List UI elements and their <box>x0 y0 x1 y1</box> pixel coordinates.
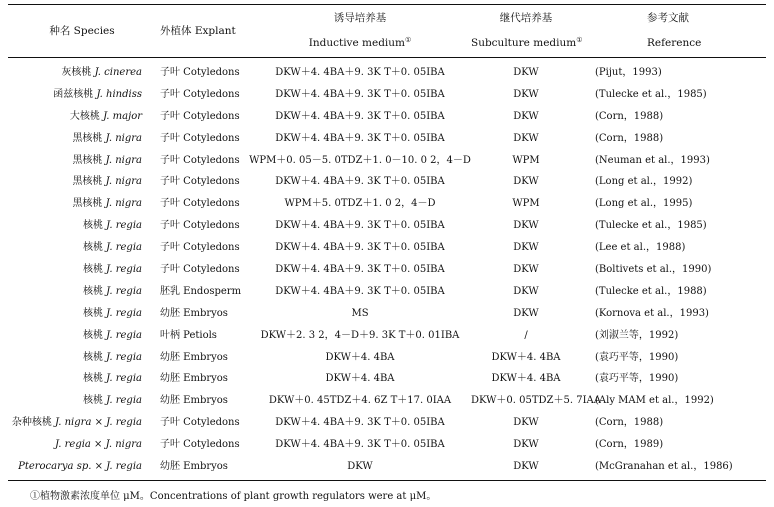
footnote-mark: ① <box>576 36 583 45</box>
subculture-medium-cell: DKW＋0. 05TDZ＋5. 7IAA <box>471 395 601 407</box>
explant-cell: 子叶 Cotyledons <box>160 198 240 210</box>
table-row <box>8 150 766 172</box>
subculture-medium-cell: DKW <box>513 417 539 429</box>
explant-cell: 幼胚 Embryos <box>160 351 228 363</box>
species-scientific: J. nigra <box>105 132 142 144</box>
species-cn: 函兹核桃 <box>53 88 94 100</box>
species-cn: 核桃 <box>82 220 103 232</box>
explant-cell: 子叶 Cotyledons <box>160 417 240 429</box>
species-cell <box>8 347 156 369</box>
inductive-medium-cell: DKW＋4. 4BA＋9. 3K T＋0. 05IBA <box>275 220 445 232</box>
inductive-medium-cell: WPM＋0. 05－5. 0TDZ＋1. 0－10. 0 2，4－D <box>249 154 471 166</box>
species-scientific: J. nigra <box>105 154 142 166</box>
table-row <box>8 84 766 106</box>
subculture-medium-cell: DKW <box>513 66 539 78</box>
explant-cell: 幼胚 Embryos <box>160 373 228 385</box>
header-inductive-en <box>249 31 471 56</box>
reference-cell: (Kornova et al.，1993) <box>595 307 709 319</box>
subculture-medium-cell: WPM <box>512 198 540 210</box>
species-cn: 核桃 <box>82 329 103 341</box>
subculture-medium-cell: WPM <box>512 154 540 166</box>
reference-cell: (Corn，1988) <box>595 132 664 144</box>
explant-cell: 胚乳 Endosperm <box>160 285 242 297</box>
inductive-medium-cell: DKW＋4. 4BA <box>325 351 395 363</box>
subculture-medium-cell: DKW <box>513 220 539 232</box>
species-cn: 杂种核桃 <box>11 417 52 429</box>
reference-cell: (Tulecke et al.，1985) <box>595 220 707 232</box>
species-scientific: J. nigra <box>105 176 142 188</box>
species-scientific: J. regia <box>106 220 142 232</box>
species-cn: 灰核桃 <box>61 66 92 78</box>
subculture-medium-cell: DKW <box>513 110 539 122</box>
reference-cell: (Neuman et al.，1993) <box>595 154 710 166</box>
reference-cell: (McGranahan et al.，1986) <box>595 460 733 472</box>
inductive-medium-cell: DKW＋4. 4BA <box>325 373 395 385</box>
subculture-medium-cell: DKW <box>513 242 539 254</box>
species-cell <box>8 368 156 390</box>
species-cn: 核桃 <box>82 263 103 275</box>
inductive-medium-cell: DKW <box>347 460 373 472</box>
header-subculture-en-text: Subculture medium <box>471 37 577 50</box>
inductive-medium-cell: DKW＋4. 4BA＋9. 3K T＋0. 05IBA <box>275 285 445 297</box>
table-rows <box>8 62 766 478</box>
species-cell <box>8 150 156 172</box>
inductive-medium-cell: DKW＋0. 45TDZ＋4. 6Z T＋17. 0IAA <box>268 395 452 407</box>
table-row <box>8 215 766 237</box>
explant-cell: 幼胚 Embryos <box>160 395 228 407</box>
bottom-rule <box>8 480 766 481</box>
reference-cell: (Tulecke et al.，1988) <box>595 285 707 297</box>
species-cn: 核桃 <box>82 307 103 319</box>
explant-cell: 叶柄 Petiols <box>160 329 217 341</box>
subculture-medium-cell: DKW＋4. 4BA <box>491 373 561 385</box>
species-scientific: J. regia <box>106 263 142 275</box>
species-cell <box>8 281 156 303</box>
table-row <box>8 128 766 150</box>
header-inductive-en-text: Inductive medium <box>308 37 406 50</box>
species-cn: 核桃 <box>82 242 103 254</box>
inductive-medium-cell: MS <box>351 307 369 319</box>
table-row <box>8 303 766 325</box>
table-row <box>8 325 766 347</box>
inductive-medium-cell: DKW＋4. 4BA＋9. 3K T＋0. 05IBA <box>275 88 445 100</box>
table-row <box>8 171 766 193</box>
explant-cell: 幼胚 Embryos <box>160 460 228 472</box>
explant-cell: 子叶 Cotyledons <box>160 242 240 254</box>
inductive-medium-cell: DKW＋4. 4BA＋9. 3K T＋0. 05IBA <box>275 176 445 188</box>
subculture-medium-cell: DKW <box>513 307 539 319</box>
table-row <box>8 390 766 412</box>
subculture-medium-cell: DKW <box>513 263 539 275</box>
header-subculture-cn: 继代培养基 <box>499 12 553 25</box>
header-species: 种名 Species <box>49 24 115 37</box>
species-scientific: Pterocarya sp. × J. regia <box>18 460 142 472</box>
header-subculture-en <box>471 31 581 56</box>
species-scientific: J. regia × J. nigra <box>55 439 142 451</box>
inductive-medium-cell: DKW＋2. 3 2，4－D＋9. 3K T＋0. 01IBA <box>260 329 460 341</box>
species-cn: 核桃 <box>82 285 103 297</box>
reference-cell: (Corn，1989) <box>595 439 664 451</box>
reference-cell: (Aly MAM et al.，1992) <box>595 395 714 407</box>
species-cn: 核桃 <box>82 351 103 363</box>
species-cell <box>8 62 156 84</box>
species-cell <box>8 325 156 347</box>
species-cell <box>8 237 156 259</box>
species-cn: 黑核桃 <box>72 176 103 188</box>
subculture-medium-cell: DKW <box>513 285 539 297</box>
species-cell <box>8 259 156 281</box>
species-scientific: J. nigra <box>105 198 142 210</box>
species-scientific: J. regia <box>106 307 142 319</box>
subculture-medium-cell: DKW＋4. 4BA <box>491 351 561 363</box>
reference-cell: (Long et al.，1995) <box>595 198 693 210</box>
table-footnote: ①植物激素浓度单位 μM。Concentrations of plant growth regulators were at μM。 <box>30 491 437 502</box>
explant-cell: 子叶 Cotyledons <box>160 88 240 100</box>
inductive-medium-cell: DKW＋4. 4BA＋9. 3K T＋0. 05IBA <box>275 132 445 144</box>
table-row <box>8 259 766 281</box>
reference-cell: (Tulecke et al.，1985) <box>595 88 707 100</box>
species-cn: 大核桃 <box>69 110 100 122</box>
header-reference-cn: 参考文献 <box>647 12 689 25</box>
species-scientific: J. regia <box>106 395 142 407</box>
table-row <box>8 456 766 478</box>
inductive-medium-cell: WPM＋5. 0TDZ＋1. 0 2，4－D <box>284 198 436 210</box>
reference-cell: (Pijut，1993) <box>595 66 662 78</box>
explant-cell: 子叶 Cotyledons <box>160 66 240 78</box>
table-row <box>8 434 766 456</box>
inductive-medium-cell: DKW＋4. 4BA＋9. 3K T＋0. 05IBA <box>275 417 445 429</box>
reference-cell: (Corn，1988) <box>595 110 664 122</box>
reference-cell: (袁巧平等，1990) <box>595 351 679 363</box>
reference-cell: (Boltivets et al.，1990) <box>595 263 712 275</box>
explant-cell: 子叶 Cotyledons <box>160 263 240 275</box>
header-rule <box>8 57 766 58</box>
species-cn: 黑核桃 <box>72 154 103 166</box>
species-cell <box>8 84 156 106</box>
species-cell <box>8 412 156 434</box>
table-row <box>8 368 766 390</box>
subculture-medium-cell: / <box>524 329 528 341</box>
subculture-medium-cell: DKW <box>513 88 539 100</box>
species-scientific: J. hindiss <box>96 88 142 100</box>
species-scientific: J. regia <box>106 242 142 254</box>
inductive-medium-cell: DKW＋4. 4BA＋9. 3K T＋0. 05IBA <box>275 242 445 254</box>
table-row <box>8 62 766 84</box>
species-cell <box>8 106 156 128</box>
species-cn: 核桃 <box>82 395 103 407</box>
explant-cell: 子叶 Cotyledons <box>160 110 240 122</box>
explant-cell: 子叶 Cotyledons <box>160 132 240 144</box>
species-cell <box>8 193 156 215</box>
species-cell <box>8 456 156 478</box>
footnote-mark: ① <box>405 36 412 45</box>
explant-cell: 子叶 Cotyledons <box>160 176 240 188</box>
species-scientific: J. regia <box>106 351 142 363</box>
species-scientific: J. regia <box>106 329 142 341</box>
inductive-medium-cell: DKW＋4. 4BA＋9. 3K T＋0. 05IBA <box>275 110 445 122</box>
species-cn: 核桃 <box>82 373 103 385</box>
header-inductive-cn: 诱导培养基 <box>333 12 387 25</box>
subculture-medium-cell: DKW <box>513 176 539 188</box>
table-row <box>8 106 766 128</box>
species-cell <box>8 303 156 325</box>
explant-cell: 幼胚 Embryos <box>160 307 228 319</box>
table-row <box>8 281 766 303</box>
species-cell <box>8 434 156 456</box>
species-scientific: J. cinerea <box>94 66 142 78</box>
subculture-medium-cell: DKW <box>513 132 539 144</box>
species-scientific: J. regia <box>106 373 142 385</box>
table-row <box>8 412 766 434</box>
species-cell <box>8 128 156 150</box>
subculture-medium-cell: DKW <box>513 460 539 472</box>
species-cn: 黑核桃 <box>72 132 103 144</box>
species-cell <box>8 390 156 412</box>
table-header <box>8 6 766 56</box>
reference-cell: (Lee et al.，1988) <box>595 242 686 254</box>
table-row <box>8 237 766 259</box>
reference-cell: (Corn，1988) <box>595 417 664 429</box>
species-scientific: J. major <box>103 110 142 122</box>
header-explant: 外植体 Explant <box>160 24 236 37</box>
explant-cell: 子叶 Cotyledons <box>160 154 240 166</box>
reference-cell: (Long et al.，1992) <box>595 176 693 188</box>
species-cell <box>8 171 156 193</box>
species-scientific: J. nigra × J. regia <box>55 417 142 429</box>
subculture-medium-cell: DKW <box>513 439 539 451</box>
table-row <box>8 347 766 369</box>
reference-cell: (袁巧平等，1990) <box>595 373 679 385</box>
table-body <box>8 62 766 478</box>
inductive-medium-cell: DKW＋4. 4BA＋9. 3K T＋0. 05IBA <box>275 66 445 78</box>
header-reference-en: Reference <box>647 37 702 50</box>
species-scientific: J. regia <box>106 285 142 297</box>
species-cn: 黑核桃 <box>72 198 103 210</box>
explant-cell: 子叶 Cotyledons <box>160 439 240 451</box>
reference-cell: (刘淑兰等，1992) <box>595 329 679 341</box>
inductive-medium-cell: DKW＋4. 4BA＋9. 3K T＋0. 05IBA <box>275 263 445 275</box>
inductive-medium-cell: DKW＋4. 4BA＋9. 3K T＋0. 05IBA <box>275 439 445 451</box>
species-cell <box>8 215 156 237</box>
explant-cell: 子叶 Cotyledons <box>160 220 240 232</box>
header-row-cn <box>8 6 766 31</box>
table-row <box>8 193 766 215</box>
